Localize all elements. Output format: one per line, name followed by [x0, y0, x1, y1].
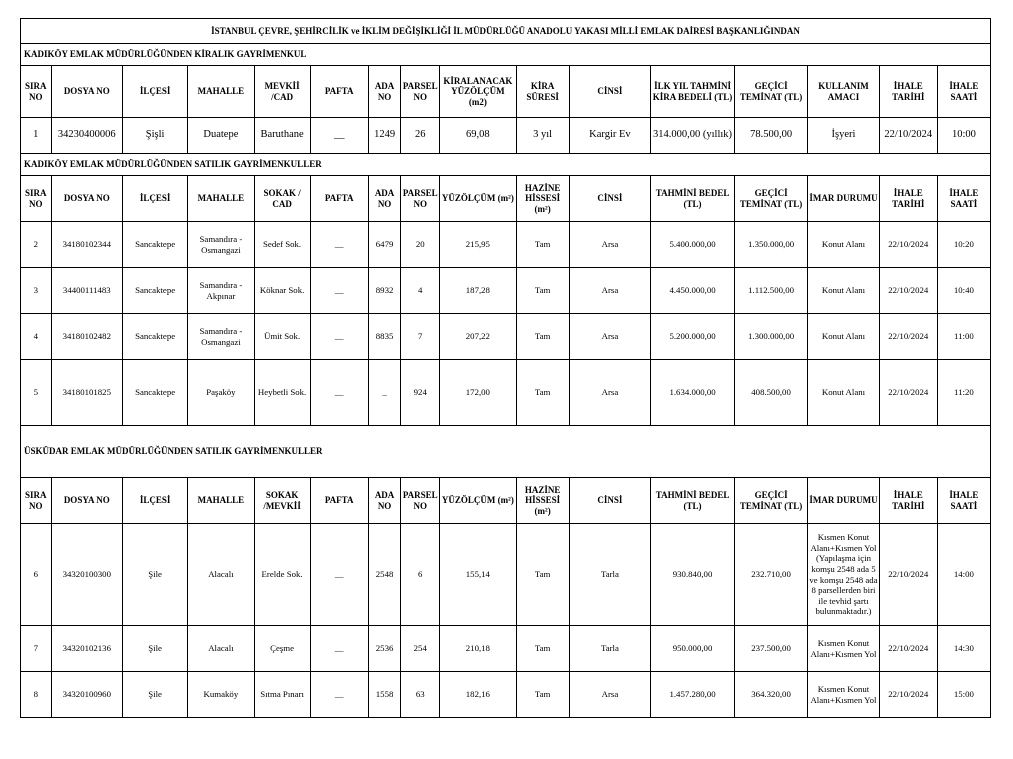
column-header: PARSEL NO [401, 176, 440, 222]
column-header: KULLANIM AMACI [808, 66, 879, 118]
table-row [21, 314, 991, 360]
table-cell: Konut Alanı [808, 222, 879, 268]
table-cell: 34230400006 [51, 118, 122, 154]
document-title: İSTANBUL ÇEVRE, ŞEHİRCİLİK ve İKLİM DEĞİŞİKLİĞİ İL MÜDÜRLÜĞÜ ANADOLU YAKASI MİLLİ EMLAK DAİRESİ BAŞKANLIĞINDAN [21, 19, 991, 44]
table-cell: Erelde Sok. [254, 524, 310, 626]
column-header: İHALE SAATİ [937, 66, 990, 118]
column-header: HAZİNE HİSSESİ (m²) [516, 478, 569, 524]
table-cell: Tarla [569, 524, 651, 626]
column-header: DOSYA NO [51, 66, 122, 118]
table-cell: Köknar Sok. [254, 268, 310, 314]
table-cell: 34180101825 [51, 360, 122, 426]
table-cell: 22/10/2024 [879, 268, 937, 314]
table-cell: 14:00 [937, 524, 990, 626]
table-cell: Samandıra - Osmangazi [188, 222, 254, 268]
table-cell: 1 [21, 118, 52, 154]
table-cell: 364.320,00 [734, 672, 807, 718]
table-cell: Sancaktepe [122, 222, 187, 268]
table-cell: __ [310, 626, 368, 672]
column-header: DOSYA NO [51, 478, 122, 524]
table-cell: 78.500,00 [734, 118, 807, 154]
table-cell: 34180102344 [51, 222, 122, 268]
table-cell: Tam [516, 360, 569, 426]
table-cell: Heybetli Sok. [254, 360, 310, 426]
column-header: SIRA NO [21, 66, 52, 118]
table-cell: 26 [401, 118, 440, 154]
table-cell: 22/10/2024 [879, 222, 937, 268]
table-cell: Samandıra - Akpınar [188, 268, 254, 314]
column-header: İHALE TARİHİ [879, 176, 937, 222]
table-cell: Sedef Sok. [254, 222, 310, 268]
table-row [21, 672, 991, 718]
table-cell: Alacalı [188, 524, 254, 626]
table-cell: Şile [122, 672, 187, 718]
table-cell: Tam [516, 626, 569, 672]
section-title-row [21, 44, 991, 66]
column-header: ADA NO [368, 478, 401, 524]
column-header: HAZİNE HİSSESİ (m²) [516, 176, 569, 222]
announcement-page [20, 18, 991, 718]
table-cell: Arsa [569, 314, 651, 360]
table-cell: 5.400.000,00 [651, 222, 735, 268]
column-header: PAFTA [310, 478, 368, 524]
table-cell: 254 [401, 626, 440, 672]
header-row [21, 478, 991, 524]
table-cell: Sancaktepe [122, 314, 187, 360]
table-cell: Tarla [569, 626, 651, 672]
table-cell: 22/10/2024 [879, 524, 937, 626]
table-cell: 6 [401, 524, 440, 626]
table-cell: Sancaktepe [122, 268, 187, 314]
table-cell: 5.200.000,00 [651, 314, 735, 360]
column-header: MAHALLE [188, 66, 254, 118]
column-header: İMAR DURUMU [808, 176, 879, 222]
table-cell: 15:00 [937, 672, 990, 718]
column-header: PARSEL NO [401, 478, 440, 524]
column-header: CİNSİ [569, 478, 651, 524]
table-cell: 155,14 [440, 524, 516, 626]
column-header: KİRA SÜRESİ [516, 66, 569, 118]
table-cell: __ [310, 360, 368, 426]
property-table [20, 18, 991, 718]
table-cell: Konut Alanı [808, 268, 879, 314]
section-title-row [21, 426, 991, 478]
column-header: ADA NO [368, 176, 401, 222]
table-cell: 1.634.000,00 [651, 360, 735, 426]
column-header: TAHMİNİ BEDEL (TL) [651, 176, 735, 222]
table-cell: 215,95 [440, 222, 516, 268]
table-cell: 14:30 [937, 626, 990, 672]
table-cell: 2536 [368, 626, 401, 672]
column-header: KİRALANACAK YÜZÖLÇÜM (m2) [440, 66, 516, 118]
column-header: GEÇİCİ TEMİNAT (TL) [734, 176, 807, 222]
column-header: YÜZÖLÇÜM (m²) [440, 176, 516, 222]
table-cell: Konut Alanı [808, 360, 879, 426]
table-cell: Ümit Sok. [254, 314, 310, 360]
table-cell: 1.300.000,00 [734, 314, 807, 360]
column-header: İLÇESİ [122, 478, 187, 524]
column-header: ADA NO [368, 66, 401, 118]
table-cell: 4 [21, 314, 52, 360]
table-cell: Sancaktepe [122, 360, 187, 426]
table-cell: __ [310, 268, 368, 314]
column-header: PAFTA [310, 66, 368, 118]
table-cell: Kumaköy [188, 672, 254, 718]
table-cell: _ [368, 360, 401, 426]
section-title: KADIKÖY EMLAK MÜDÜRLÜĞÜNDEN KİRALIK GAYRİMENKUL [21, 44, 991, 66]
column-header: PARSEL NO [401, 66, 440, 118]
table-cell: 22/10/2024 [879, 314, 937, 360]
table-cell: 1.457.280,00 [651, 672, 735, 718]
title-row [21, 19, 991, 44]
table-cell: 232.710,00 [734, 524, 807, 626]
table-row [21, 222, 991, 268]
table-cell: Tam [516, 524, 569, 626]
column-header: İLK YIL TAHMİNİ KİRA BEDELİ (TL) [651, 66, 735, 118]
table-cell: 22/10/2024 [879, 360, 937, 426]
table-cell: __ [310, 524, 368, 626]
column-header: SIRA NO [21, 478, 52, 524]
table-cell: Kısmen Konut Alanı+Kısmen Yol (Yapılaşma için komşu 2548 ada 5 ve komşu 2548 ada 8 parsellerden biri ile tevhid şartı bulunmaktadır.) [808, 524, 879, 626]
table-cell: 930.840,00 [651, 524, 735, 626]
table-cell: Tam [516, 222, 569, 268]
table-cell: Arsa [569, 222, 651, 268]
table-cell: 1558 [368, 672, 401, 718]
table-cell: Tam [516, 268, 569, 314]
table-cell: 1249 [368, 118, 401, 154]
table-cell: Şile [122, 626, 187, 672]
table-cell: Konut Alanı [808, 314, 879, 360]
section-title: ÜSKÜDAR EMLAK MÜDÜRLÜĞÜNDEN SATILIK GAYRİMENKULLER [21, 426, 991, 478]
table-cell: Baruthane [254, 118, 310, 154]
column-header: MEVKİİ /CAD [254, 66, 310, 118]
header-row [21, 66, 991, 118]
column-header: İHALE SAATİ [937, 478, 990, 524]
column-header: YÜZÖLÇÜM (m²) [440, 478, 516, 524]
table-cell: Alacalı [188, 626, 254, 672]
table-cell: 11:20 [937, 360, 990, 426]
table-cell: 237.500,00 [734, 626, 807, 672]
table-cell: 187,28 [440, 268, 516, 314]
table-cell: 34400111483 [51, 268, 122, 314]
table-cell: Arsa [569, 268, 651, 314]
table-cell: 1.350.000,00 [734, 222, 807, 268]
column-header: İMAR DURUMU [808, 478, 879, 524]
table-cell: 22/10/2024 [879, 118, 937, 154]
table-cell: Kısmen Konut Alanı+Kısmen Yol [808, 672, 879, 718]
table-cell: 314.000,00 (yıllık) [651, 118, 735, 154]
column-header: GEÇİCİ TEMİNAT (TL) [734, 66, 807, 118]
table-cell: 4 [401, 268, 440, 314]
table-cell: Tam [516, 314, 569, 360]
table-cell: 207,22 [440, 314, 516, 360]
table-cell: 22/10/2024 [879, 672, 937, 718]
table-cell: Kısmen Konut Alanı+Kısmen Yol [808, 626, 879, 672]
table-cell: 10:20 [937, 222, 990, 268]
table-cell: 210,18 [440, 626, 516, 672]
table-cell: 7 [21, 626, 52, 672]
table-cell: 2 [21, 222, 52, 268]
table-cell: Arsa [569, 360, 651, 426]
column-header: İHALE SAATİ [937, 176, 990, 222]
table-cell: 5 [21, 360, 52, 426]
table-cell: 11:00 [937, 314, 990, 360]
table-cell: Paşaköy [188, 360, 254, 426]
header-row [21, 176, 991, 222]
table-cell: 10:00 [937, 118, 990, 154]
table-row [21, 626, 991, 672]
table-cell: 924 [401, 360, 440, 426]
table-cell: 8932 [368, 268, 401, 314]
table-cell: 4.450.000,00 [651, 268, 735, 314]
table-row [21, 118, 991, 154]
table-cell: 20 [401, 222, 440, 268]
column-header: İHALE TARİHİ [879, 478, 937, 524]
table-cell: 408.500,00 [734, 360, 807, 426]
column-header: GEÇİCİ TEMİNAT (TL) [734, 478, 807, 524]
section-title: KADIKÖY EMLAK MÜDÜRLÜĞÜNDEN SATILIK GAYRİMENKULLER [21, 154, 991, 176]
table-cell: Arsa [569, 672, 651, 718]
table-cell: 34320102136 [51, 626, 122, 672]
table-cell: Şile [122, 524, 187, 626]
table-cell: Duatepe [188, 118, 254, 154]
table-cell: 6 [21, 524, 52, 626]
table-cell: 8835 [368, 314, 401, 360]
table-cell: 69,08 [440, 118, 516, 154]
table-cell: 63 [401, 672, 440, 718]
table-cell: Kargir Ev [569, 118, 651, 154]
table-cell: 1.112.500,00 [734, 268, 807, 314]
table-cell: 3 [21, 268, 52, 314]
column-header: TAHMİNİ BEDEL (TL) [651, 478, 735, 524]
table-cell: Şişli [122, 118, 187, 154]
table-cell: 34320100960 [51, 672, 122, 718]
table-cell: 182,16 [440, 672, 516, 718]
section-title-row [21, 154, 991, 176]
table-cell: __ [310, 672, 368, 718]
table-cell: 2548 [368, 524, 401, 626]
column-header: PAFTA [310, 176, 368, 222]
table-cell: 8 [21, 672, 52, 718]
table-row [21, 360, 991, 426]
column-header: İLÇESİ [122, 66, 187, 118]
column-header: DOSYA NO [51, 176, 122, 222]
column-header: MAHALLE [188, 478, 254, 524]
table-row [21, 524, 991, 626]
table-cell: 950.000,00 [651, 626, 735, 672]
table-cell: Samandıra - Osmangazi [188, 314, 254, 360]
table-row [21, 268, 991, 314]
table-cell: 7 [401, 314, 440, 360]
table-cell: __ [310, 118, 368, 154]
column-header: SOKAK /MEVKİİ [254, 478, 310, 524]
table-cell: 34180102482 [51, 314, 122, 360]
column-header: CİNSİ [569, 176, 651, 222]
column-header: İHALE TARİHİ [879, 66, 937, 118]
column-header: CİNSİ [569, 66, 651, 118]
column-header: SIRA NO [21, 176, 52, 222]
table-cell: Tam [516, 672, 569, 718]
table-cell: 6479 [368, 222, 401, 268]
table-cell: Çeşme [254, 626, 310, 672]
table-cell: 10:40 [937, 268, 990, 314]
table-cell: 22/10/2024 [879, 626, 937, 672]
table-cell: __ [310, 314, 368, 360]
column-header: MAHALLE [188, 176, 254, 222]
column-header: İLÇESİ [122, 176, 187, 222]
table-cell: 3 yıl [516, 118, 569, 154]
table-cell: 34320100300 [51, 524, 122, 626]
table-cell: __ [310, 222, 368, 268]
table-cell: İşyeri [808, 118, 879, 154]
column-header: SOKAK / CAD [254, 176, 310, 222]
table-cell: Sıtma Pınarı [254, 672, 310, 718]
table-cell: 172,00 [440, 360, 516, 426]
